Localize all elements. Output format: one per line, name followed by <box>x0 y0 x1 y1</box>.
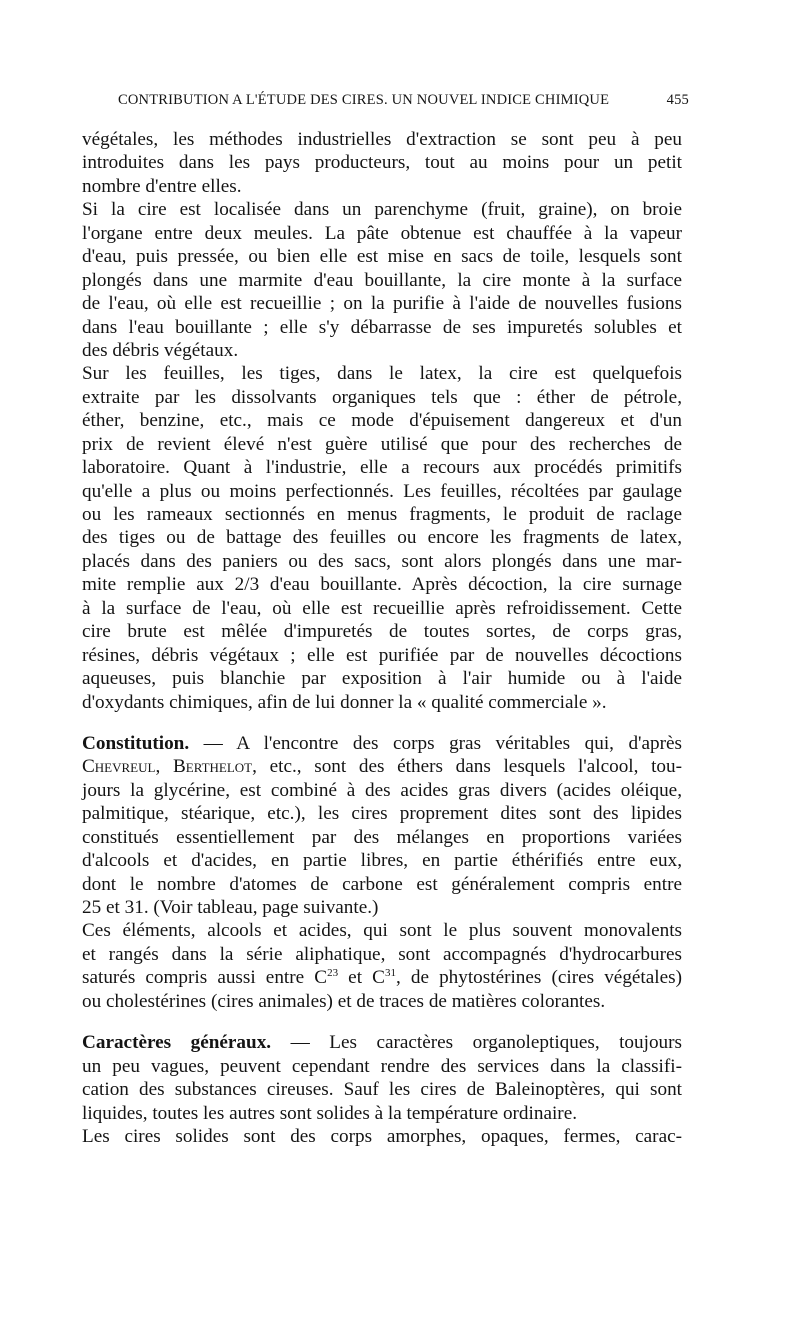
author-name-berthelot: Berthelot <box>172 756 253 778</box>
text-line: cation des substances cireuses. Sauf les cires de Baleinoptères, qui sont <box>82 1079 682 1101</box>
text-run: — A l'encontre des corps gras véritables qui, d'après <box>189 732 682 754</box>
text-line: de l'eau, où elle est recueillie ; on la purifie à l'aide de nouvelles fusions <box>82 293 682 315</box>
text-line: extraite par les dissolvants organiques tels que : éther de pétrole, <box>82 386 682 408</box>
section-heading-caracteres: Caractères généraux. <box>82 1032 272 1054</box>
text-line: d'eau, puis pressée, ou bien elle est mise en sacs de toile, lesquels sont <box>82 246 682 268</box>
text-line: laboratoire. Quant à l'industrie, elle a recours aux procédés primitifs <box>82 457 682 479</box>
paragraph-continuation <box>82 128 682 198</box>
paragraph-elements <box>82 919 682 1013</box>
text-line: ou les rameaux sectionnés en menus fragments, le produit de raclage <box>82 504 682 525</box>
text-line: résines, débris végétaux ; elle est purifiée par de nouvelles décoctions <box>82 644 682 666</box>
text-line: prix de revient élevé n'est guère utilisé que pour des recherches de <box>82 433 682 455</box>
text-line: Les cires solides sont des corps amorphes, opaques, fermes, carac- <box>82 1125 682 1147</box>
text-line: qu'elle a plus ou moins perfectionnés. Les feuilles, récoltées par gaulage <box>82 480 682 502</box>
text-line <box>82 966 682 989</box>
page-number: 455 <box>666 92 689 108</box>
text-line: des débris végétaux. <box>82 339 239 361</box>
text-line: végétales, les méthodes industrielles d'extraction se sont peu à peu <box>82 129 682 150</box>
text-line: introduites dans les pays producteurs, tout au moins pour un petit <box>82 152 682 174</box>
text-run: et C <box>338 967 385 989</box>
text-line: Ces éléments, alcools et acides, qui sont le plus souvent monovalents <box>82 920 682 942</box>
superscript-23: 23 <box>327 967 339 980</box>
text-line <box>82 1031 682 1054</box>
text-line: ou cholestérines (cires animales) et de traces de matières colorantes. <box>82 990 606 1012</box>
text-line <box>82 732 682 755</box>
text-line: nombre d'entre elles. <box>82 175 242 197</box>
text-line: l'organe entre deux meules. La pâte obtenue est chauffée à la vapeur <box>82 222 682 244</box>
text-line: 25 et 31. (Voir tableau, page suivante.) <box>82 897 379 918</box>
text-line: Sur les feuilles, les tiges, dans le latex, la cire est quelquefois <box>82 363 682 385</box>
text-run: — Les caractères organoleptiques, toujours <box>271 1032 682 1054</box>
section-caracteres-generaux <box>82 1031 682 1125</box>
text-line: un peu vagues, peuvent cependant rendre des services dans la classifi- <box>82 1055 682 1077</box>
text-run: , <box>155 756 173 778</box>
text-line: mite remplie aux 2/3 d'eau bouillante. Après décoction, la cire surnage <box>82 574 682 596</box>
section-constitution <box>82 732 682 920</box>
text-line: constitués essentiellement par des mélanges en proportions variées <box>82 826 682 848</box>
text-line <box>82 755 682 778</box>
text-line: d'oxydants chimiques, afin de lui donner la « qualité commerciale ». <box>82 691 607 713</box>
paragraph-cires-solides <box>82 1125 682 1148</box>
text-line: cire brute est mêlée d'impuretés de toutes sortes, de corps gras, <box>82 621 682 643</box>
paragraph-parenchyme <box>82 198 682 362</box>
text-line: Si la cire est localisée dans un parenchyme (fruit, graine), on broie <box>82 199 682 221</box>
text-line: aqueuses, puis blanchie par exposition à l'air humide ou à l'aide <box>82 668 682 690</box>
superscript-31: 31 <box>384 967 396 980</box>
text-line: liquides, toutes les autres sont solides à la température ordinaire. <box>82 1102 578 1124</box>
text-line: plongés dans une marmite d'eau bouillante, la cire monte à la surface <box>82 269 682 291</box>
text-run: saturés compris aussi entre C <box>82 967 328 989</box>
text-line: dont le nombre d'atomes de carbone est généralement compris entre <box>82 873 682 895</box>
text-line: placés dans des paniers ou des sacs, sont alors plongés dans une mar- <box>82 550 682 572</box>
text-line: à la surface de l'eau, où elle est recueillie après refroidissement. Cette <box>82 597 682 619</box>
body-text <box>82 128 682 1148</box>
paragraph-feuilles <box>82 362 682 714</box>
text-line: palmitique, stéarique, etc.), les cires proprement dites sont des lipides <box>82 803 682 825</box>
text-line: éther, benzine, etc., mais ce mode d'épuisement dangereux et d'un <box>82 410 682 432</box>
section-heading-constitution: Constitution. <box>82 732 190 754</box>
text-line: des tiges ou de battage des feuilles ou encore les fragments de latex, <box>82 527 682 549</box>
author-name-chevreul: Chevreul <box>82 756 156 778</box>
text-line: et rangés dans la série aliphatique, sont accompagnés d'hydrocarbures <box>82 943 682 965</box>
text-line: d'alcools et d'acides, en partie libres, en partie éthérifiés entre eux, <box>82 850 682 872</box>
text-run: , de phytostérines (cires végétales) <box>395 967 682 989</box>
text-run: , etc., sont des éthers dans lesquels l'alcool, tou- <box>252 756 683 778</box>
running-head-title: CONTRIBUTION A L'ÉTUDE DES CIRES. UN NOUVEL INDICE CHIMIQUE <box>118 92 610 108</box>
text-line: jours la glycérine, est combiné à des acides gras divers (acides oléique, <box>82 779 682 801</box>
section-gap <box>82 1013 682 1031</box>
text-line: dans l'eau bouillante ; elle s'y débarrasse de ses impuretés solubles et <box>82 316 682 338</box>
section-gap <box>82 714 682 732</box>
